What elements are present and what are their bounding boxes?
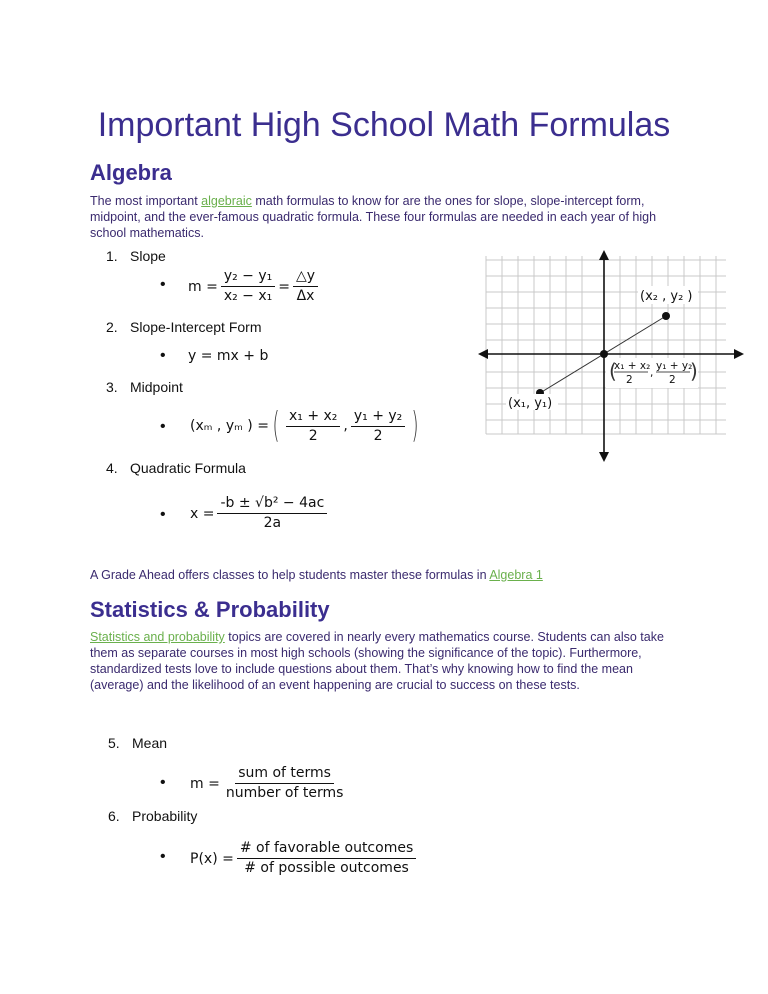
item-label: Slope-Intercept Form xyxy=(130,319,262,335)
item-slope xyxy=(106,248,166,264)
item-label: Probability xyxy=(132,808,198,824)
midpoint xyxy=(600,350,608,358)
algebra-1-link[interactable]: Algebra 1 xyxy=(489,568,543,582)
fraction-denominator: number of terms xyxy=(225,785,344,801)
midpoint-formula: (xₘ , yₘ ) = ( $\frac{\text{x₁ + x₂}}{2}$ , $\frac{\text{y₁ + y₂}}{2}$ ) xyxy=(190,405,419,446)
paren-right: ) xyxy=(690,359,698,383)
midpoint-graph xyxy=(476,248,746,466)
point-2 xyxy=(662,312,670,320)
x-axis-arrow-right xyxy=(734,349,744,359)
midpoint-numerator-2: y₁ + y₂ xyxy=(656,360,693,372)
formula-lhs: P(x) = xyxy=(190,850,234,867)
fraction-numerator: sum of terms xyxy=(235,765,334,784)
page-title: Important High School Math Formulas xyxy=(97,106,671,144)
quadratic-formula xyxy=(190,495,330,532)
item-label: Slope xyxy=(130,248,166,264)
formula-lhs: x = xyxy=(190,505,215,522)
stats-heading: Statistics & Probability xyxy=(90,597,330,622)
bullet: • xyxy=(160,506,166,523)
y-axis-arrow-down xyxy=(599,452,609,462)
bullet: • xyxy=(160,774,166,791)
slope-formula xyxy=(188,268,321,305)
algebra-para-text: The most important xyxy=(90,194,202,208)
paren-left: ( xyxy=(609,359,617,383)
item-label: Mean xyxy=(132,735,168,751)
algebraic-link[interactable]: algebraic xyxy=(201,194,252,208)
item-label: Quadratic Formula xyxy=(130,460,246,476)
fraction-numerator: # of favorable outcomes xyxy=(237,840,416,859)
stats-para-text: topics are covered in nearly every mathematics course. Students can also take them as separate courses in most high schools (showing the significance of the topic). Furthermore, standardized tests love to include questions about them. That’s why knowing how to find the mean (average) and the likelihood of an event happening are crucial to success on these tests. xyxy=(90,630,664,692)
item-number: 6. xyxy=(108,808,120,824)
item-slope-intercept xyxy=(106,319,262,335)
item-number: 5. xyxy=(108,735,120,751)
fraction-numerator: x₁ + x₂ xyxy=(286,408,340,427)
comma: , xyxy=(343,418,348,434)
mean-formula xyxy=(190,765,349,802)
point-2-label: (x₂ , y₂ ) xyxy=(640,289,693,304)
midpoint-denominator-1: 2 xyxy=(626,374,633,386)
item-number: 3. xyxy=(106,379,118,395)
fraction-denominator: 2a xyxy=(263,515,282,531)
item-probability xyxy=(108,808,197,824)
fraction-numerator: -b ± √b² − 4ac xyxy=(217,495,327,514)
statistics-link[interactable]: Statistics and probability xyxy=(90,630,225,644)
fraction-numerator: y₂ − y₁ xyxy=(221,268,275,287)
fraction-denominator: # of possible outcomes xyxy=(244,860,409,876)
algebra-footer xyxy=(90,567,680,583)
slope-intercept-formula: y = mx + b xyxy=(188,348,269,364)
fraction-numerator: y₁ + y₂ xyxy=(351,408,405,427)
fraction-numerator: △y xyxy=(293,268,318,287)
item-mean xyxy=(108,735,167,751)
formula-lhs: m = xyxy=(190,775,220,792)
item-quadratic xyxy=(106,460,246,476)
equals-sign: = xyxy=(278,278,290,295)
fraction-denominator: x₂ − x₁ xyxy=(223,288,273,304)
item-number: 4. xyxy=(106,460,118,476)
item-label: Midpoint xyxy=(130,379,183,395)
x-axis-arrow-left xyxy=(478,349,488,359)
bullet: • xyxy=(160,418,166,435)
y-axis-arrow-up xyxy=(599,250,609,260)
stats-paragraph xyxy=(90,629,680,693)
probability-formula xyxy=(190,840,419,877)
item-number: 1. xyxy=(106,248,118,264)
fraction-denominator: Δx xyxy=(296,288,315,304)
fraction-denominator: 2 xyxy=(373,427,383,444)
fraction-denominator: 2 xyxy=(308,427,318,444)
bullet: • xyxy=(160,848,166,865)
midpoint-denominator-2: 2 xyxy=(669,374,676,386)
svg-text:,: , xyxy=(650,367,654,379)
algebra-para-text-2: math formulas to know for are the ones for slope, slope-intercept form, midpoint, and the ever-famous quadratic formula. These four formulas are needed in each year of high school mathematics. xyxy=(90,194,657,240)
formula-lhs: m = xyxy=(188,278,218,295)
item-number: 2. xyxy=(106,319,118,335)
footer-text: A Grade Ahead offers classes to help students master these formulas in xyxy=(90,568,490,582)
algebra-heading: Algebra xyxy=(90,160,172,185)
midpoint-numerator-1: x₁ + x₂ xyxy=(614,360,651,372)
formula-lhs: (xₘ , yₘ ) = xyxy=(190,418,269,434)
point-1-label: (x₁, y₁) xyxy=(508,396,553,411)
algebra-paragraph xyxy=(90,193,680,241)
bullet: • xyxy=(160,347,166,364)
item-midpoint xyxy=(106,379,183,395)
bullet: • xyxy=(160,276,166,293)
